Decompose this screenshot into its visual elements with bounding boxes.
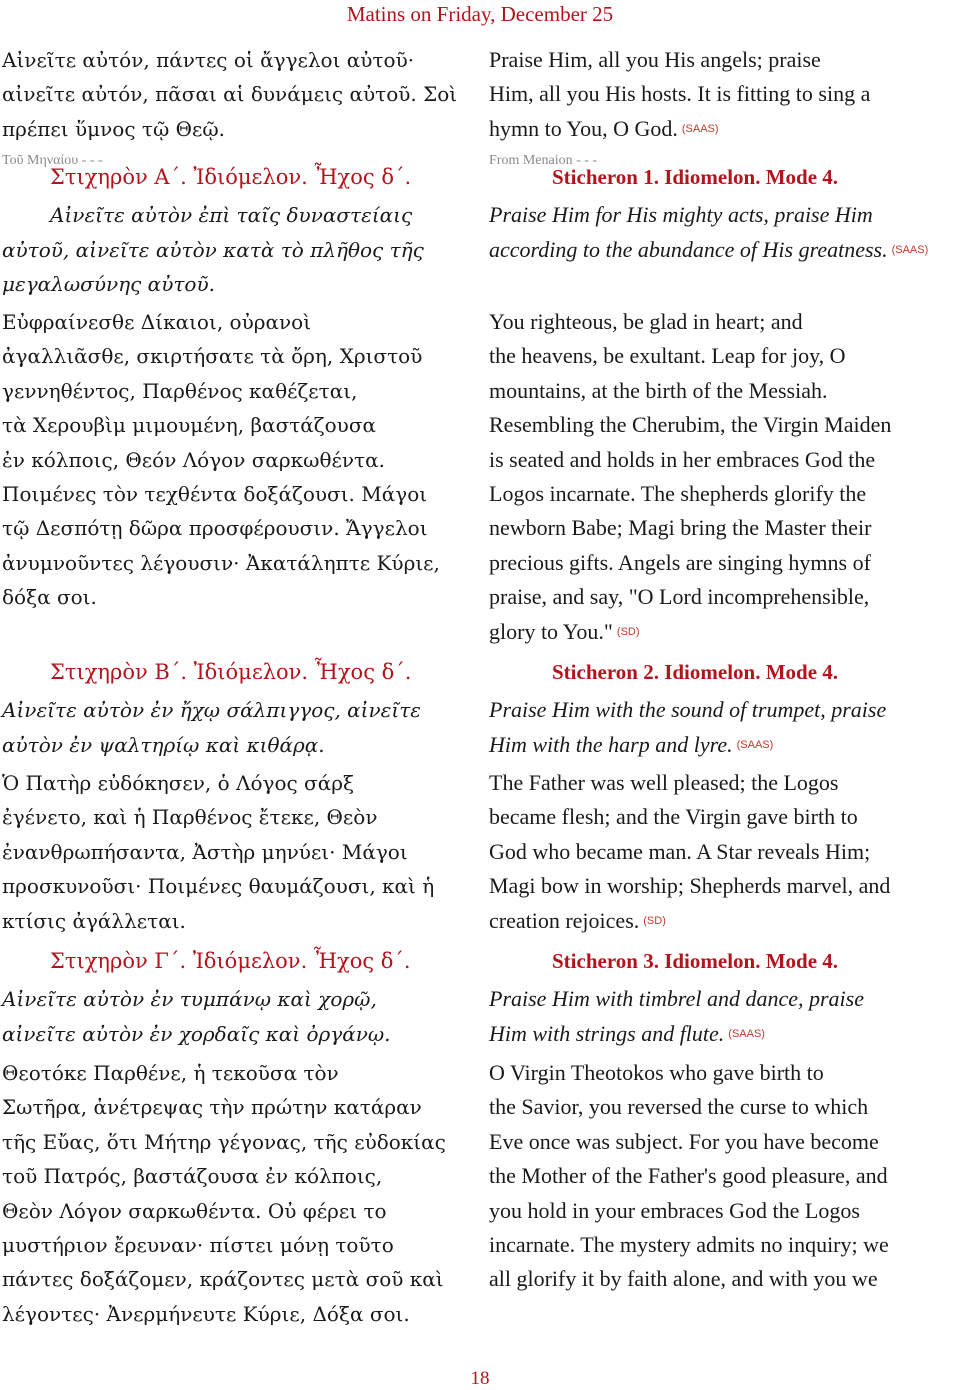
greek-sticheron-2-verse: Αἰνεῖτε αὐτὸν ἐν ἤχῳ σάλπιγγος, αἰνεῖτε αὐτὸν ἐν ψαλτηρίῳ καὶ κιθάρᾳ. <box>2 698 422 757</box>
greek-sticheron-1-hymn: Εὐφραίνεσθε Δίκαιοι, οὐρανοὶ ἀγαλλιᾶσθε, σκιρτήσατε τὰ ὄρη, Χριστοῦ γεννηθέντος, Παρθένος καθέζεται, τὰ Χερουβὶμ μιμουμένη, βαστάζουσα ἐν κόλποις, Θεόν Λόγον σαρκωθέντα. Ποιμένες τὸν τεχθέντα δοξάζουσι. Μάγοι τῷ Δεσπότῃ δῶρα προσφέρουσιν. Ἄγγελοι ἀνυμνοῦντες λέγουσιν· Ἀκατάληπτε Κύριε, δόξα σοι. <box>2 310 440 610</box>
english-sticheron-2-verse: Praise Him with the sound of trumpet, praise Him with the harp and lyre. (SAAS) <box>489 697 887 757</box>
greek-sticheron-2-heading: Στιχηρὸν Β΄. Ἰδιόμελον. Ἦχος δ΄. <box>50 660 412 684</box>
greek-intro-verse: Αἰνεῖτε αὐτόν, πάντες οἱ ἄγγελοι αὐτοῦ· αἰνεῖτε αὐτόν, πᾶσαι αἱ δυνάμεις αὐτοῦ. Σοὶ πρέπει ὕμνος τῷ Θεῷ. <box>2 48 458 141</box>
page-number: 18 <box>470 1368 490 1389</box>
greek-sticheron-2-hymn: Ὁ Πατὴρ εὐδόκησεν, ὁ Λόγος σάρξ ἐγένετο, καὶ ἡ Παρθένος ἔτεκε, Θεὸν ἐνανθρωπήσαντα, Ἀστὴρ μηνύει· Μάγοι προσκυνοῦσι· Ποιμένες θαυμάζουσι, καὶ ἡ κτίσις ἀγάλλεται. <box>2 771 435 933</box>
greek-sticheron-3-heading: Στιχηρὸν Γ΄. Ἰδιόμελον. Ἦχος δ΄. <box>50 949 411 973</box>
english-sticheron-1-heading: Sticheron 1. Idiomelon. Mode 4. <box>552 165 839 189</box>
english-sticheron-2-heading: Sticheron 2. Idiomelon. Mode 4. <box>552 660 839 684</box>
page-header-title: Matins on Friday, December 25 <box>346 2 614 26</box>
source-tag: (SAAS) <box>681 122 719 135</box>
source-tag: (SD) <box>616 625 640 638</box>
greek-sticheron-3-hymn: Θεοτόκε Παρθένε, ἡ τεκοῦσα τὸν Σωτῆρα, ἀνέτρεψας τὴν πρώτην κατάραν τῆς Εὔας, ὅτι Μήτηρ γέγονας, τῆς εὐδοκίας τοῦ Πατρός, βαστάζουσα ἐν κόλποις, Θεὸν Λόγον σαρκωθέντα. Οὐ φέρει το μυστήριον ἔρευναν· πίστει μόνῃ τοῦτο πάντες δοξάζομεν, κράζοντες μετὰ σοῦ καὶ λέγοντες· Ἀνερμήνευτε Κύριε, Δόξα σοι. <box>2 1061 446 1326</box>
english-source-label: From Menaion - - - <box>489 153 598 168</box>
english-sticheron-3-hymn: O Virgin Theotokos who gave birth to the Savior, you reversed the curse to which Eve once was subject. For you have become the Mother of the Father's good pleasure, and you hold in your embraces God the Logos incarnate. The mystery admits no inquiry; we all glorify it by faith alone, and with you we <box>489 1060 889 1292</box>
greek-sticheron-1-verse: Αἰνεῖτε αὐτὸν ἐπὶ ταῖς δυναστείαις αὐτοῦ, αἰνεῖτε αὐτὸν κατὰ τὸ πλῆθος τῆς μεγαλωσύνης αὐτοῦ. <box>2 203 424 296</box>
source-tag: (SAAS) <box>891 243 929 256</box>
english-intro-verse: Praise Him, all you His angels; praise Him, all you His hosts. It is fitting to sing a hymn to You, O God. (SAAS) <box>489 47 871 141</box>
source-tag: (SAAS) <box>736 738 774 751</box>
greek-sticheron-3-verse: Αἰνεῖτε αὐτὸν ἐν τυμπάνῳ καὶ χορῷ, αἰνεῖτε αὐτὸν ἐν χορδαῖς καὶ ὀργάνῳ. <box>2 987 391 1046</box>
english-sticheron-1-verse: Praise Him for His mighty acts, praise Him according to the abundance of His greatness. (SAAS) <box>489 202 929 262</box>
greek-sticheron-1-heading: Στιχηρὸν Α΄. Ἰδιόμελον. Ἦχος δ΄. <box>50 165 412 189</box>
greek-source-label: Τοῦ Μηναίου - - - <box>2 153 103 168</box>
english-sticheron-2-hymn: The Father was well pleased; the Logos became flesh; and the Virgin gave birth to God who became man. A Star reveals Him; Magi bow in worship; Shepherds marvel, and creation rejoices. (SD) <box>489 770 891 933</box>
english-sticheron-1-hymn: You righteous, be glad in heart; and the heavens, be exultant. Leap for joy, O mountains, at the birth of the Messiah. Resembling the Cherubim, the Virgin Maiden is seated and holds in her embraces God the Logos incarnate. The shepherds glorify the newborn Babe; Magi bring the Master their precious gifts. Angels are singing hymns of praise, and say, "O Lord incomprehensible, glory to You." (SD) <box>489 309 892 644</box>
source-tag: (SAAS) <box>728 1027 765 1040</box>
english-sticheron-3-heading: Sticheron 3. Idiomelon. Mode 4. <box>552 949 839 973</box>
source-tag: (SD) <box>643 914 666 927</box>
english-sticheron-3-verse: Praise Him with timbrel and dance, praise Him with strings and flute. (SAAS) <box>489 986 864 1046</box>
